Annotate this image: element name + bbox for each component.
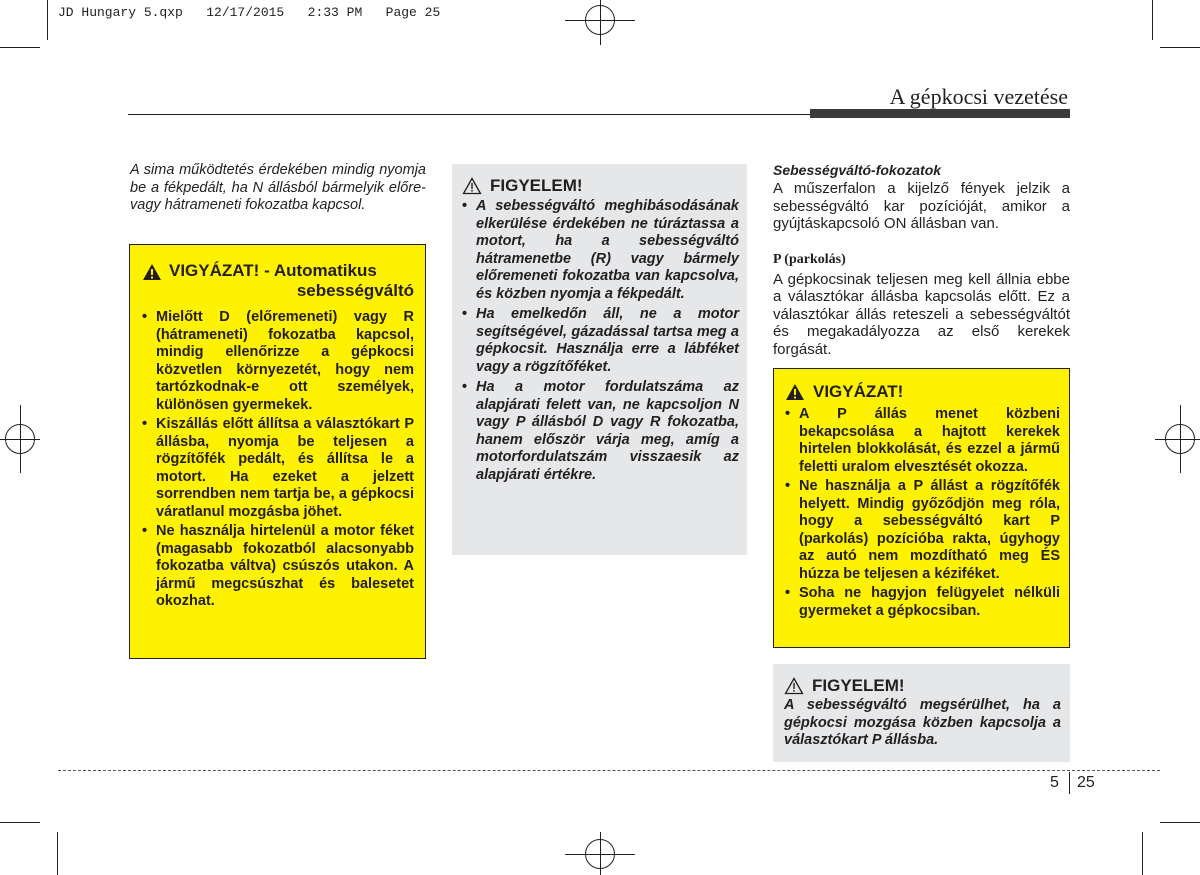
caution-list [462,198,739,484]
list-item: • Ne használja a P állást a rögzítőfék helyett. Mindig győződjön meg róla, hogy a sebességváltó kart P (parkolás) pozícióba rakta, úgyhogy az autó nem mozdítható meg ÉS húzza be teljesen a kéziféket. [785,478,1060,583]
crop-mark [1160,822,1200,823]
right-column-text [773,162,1070,358]
caution-title-text: FIGYELEM! [490,176,583,195]
warning-list [785,406,1060,620]
warning-triangle-icon [142,263,162,281]
section-paragraph: A műszerfalon a kijelző fények jelzik a sebességváltó kar pozícióját, amikor a gyújtáskapcsoló ON állásban van. [773,180,1070,232]
list-item: • Ha emelkedőn áll, ne a motor segítségével, gázadással tartsa meg a gépkocsit. Használja erre a lábféket vagy a rögzítőféket. [462,306,739,376]
warning-list [142,309,414,611]
warning-title [785,382,1060,402]
page-section-number: 5 [1050,774,1059,791]
warning-title-line1: VIGYÁZAT! - Automatikus [169,261,377,280]
title-rule-accent [810,109,1070,118]
crop-mark [0,822,40,823]
list-item: • Ha a motor fordulatszáma az alapjárati felett van, ne kapcsoljon N vagy P állásból D vagy R fokozatba, hanem először várja meg, amíg a motorfordulatszám visszaesik az alapjárati értékre. [462,379,739,484]
crop-mark [57,832,58,875]
caution-triangle-icon [462,177,482,195]
file-header: JD Hungary 5.qxp 12/17/2015 2:33 PM Page 25 [58,5,441,20]
warning-box-automatic [129,244,426,659]
title-rule [128,114,810,115]
warning-box-parking [773,368,1070,648]
warning-title-line2: sebességváltó [296,281,414,300]
list-item: • Kiszállás előtt állítsa a választókart P állásba, nyomja be teljesen a rögzítőfék pedált, és állítsa le a motort. Ha ezeket a jelzett sorrendben nem tartja be, a gépkocsi váratlanul mozgásba jöhet. [142,416,414,521]
caution-box-middle [452,164,747,555]
p-paragraph: A gépkocsinak teljesen meg kell állnia ebbe a választókar állásba kapcsolás előtt. Ez a választókar állás reteszeli a sebességváltót és megakadályozza az első kerekek forgását. [773,270,1070,358]
warning-title [142,261,414,301]
caution-title [462,176,739,196]
chapter-title: A gépkocsi vezetése [889,84,1068,109]
intro-paragraph: A sima működtetés érdekében mindig nyomja be a fékpedált, ha N állásból bármelyik előre- vagy hátrameneti fokozatba kapcsol. [130,162,426,213]
list-item: • A P állás menet közbeni bekapcsolása a hajtott kerekek hirtelen blokkolását, és ezzel a jármű feletti uralom elvesztését okozza. [785,406,1060,476]
caution-title [784,676,1061,696]
caution-text: A sebességváltó megsérülhet, ha a gépkocsi mozgása közben kapcsolja a választókart P állásba. [784,697,1061,748]
warning-title-text: VIGYÁZAT! [813,382,904,401]
page-number-separator [1069,772,1070,794]
crop-mark [47,0,48,40]
caution-title-text: FIGYELEM! [812,676,905,695]
list-item: • Soha ne hagyjon felügyelet nélküli gyermeket a gépkocsiban. [785,585,1060,620]
section-subheading: Sebességváltó-fokozatok [773,162,942,178]
page-number: 25 [1077,774,1095,791]
footer-dotted-rule [58,770,1160,771]
caution-triangle-icon [784,677,804,695]
p-heading: P (parkolás) [773,251,846,267]
crop-mark [1152,0,1153,40]
list-item: • Ne használja hirtelenül a motor féket (magasabb fokozatból alacsonyabb fokozatba váltva) csúszós utakon. A jármű megcsúszhat és balesetet okozhat. [142,523,414,611]
crop-mark [1160,47,1200,48]
warning-triangle-icon [785,383,805,401]
list-item: • Mielőtt D (előremeneti) vagy R (hátrameneti) fokozatba kapcsol, mindig ellenőrizze a gépkocsi közvetlen környezetét, hogy nem tartózkodnak-e ott személyek, különösen gyermekek. [142,309,414,414]
crop-mark [0,47,40,48]
caution-box-bottom [773,664,1070,762]
crop-mark [1142,832,1143,875]
list-item: • A sebességváltó meghibásodásának elkerülése érdekében ne túráztassa a motort, ha a sebességváltó hátramenetbe (R) vagy bármely előremeneti fokozatba van kapcsolva, és közben nyomja a fékpedált. [462,198,739,303]
